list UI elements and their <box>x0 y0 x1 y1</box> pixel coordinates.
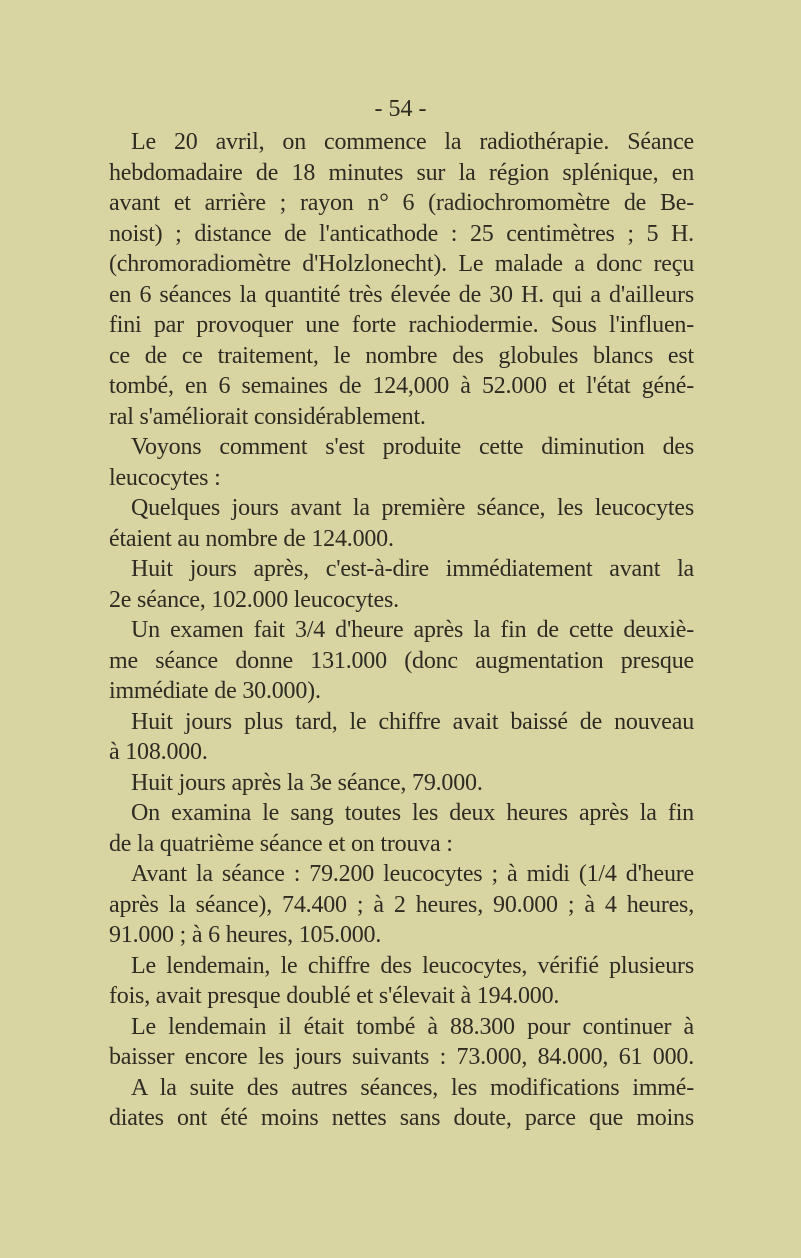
text-line: fois, avait presque doublé et s'élevait à 194.000. <box>109 983 560 1009</box>
text-line: à 108.000. <box>109 739 208 765</box>
text-line: Huit jours après, c'est-à-dire immédiatement avant la <box>131 556 694 582</box>
text-line: 91.000 ; à 6 heures, 105.000. <box>109 922 382 948</box>
text-line: Le lendemain, le chiffre des leucocytes, vérifié plusieurs <box>131 952 694 979</box>
text-line: diates ont été moins nettes sans doute, parce que moins <box>109 1105 694 1131</box>
text-line: Huit jours après la 3e séance, 79.000. <box>131 769 483 796</box>
text-line: me séance donne 131.000 (donc augmentation presque <box>109 647 694 674</box>
text-line: baisser encore les jours suivants : 73.000, 84.000, 61 000. <box>109 1044 694 1070</box>
text-line: Le lendemain il était tombé à 88.300 pour continuer à <box>131 1013 694 1040</box>
text-line: immédiate de 30.000). <box>109 678 321 704</box>
body-text <box>109 127 694 1134</box>
text-line: Le 20 avril, on commence la radiothérapie. Séance <box>131 129 694 155</box>
text-line: Un examen fait 3/4 d'heure après la fin de cette deuxiè- <box>131 617 694 643</box>
text-line: leucocytes : <box>109 464 221 491</box>
text-line: noist) ; distance de l'anticathode : 25 centimètres ; 5 H. <box>109 220 694 247</box>
text-line: après la séance), 74.400 ; à 2 heures, 90.000 ; à 4 heures, <box>109 891 694 918</box>
text-line: ral s'améliorait considérablement. <box>109 403 426 430</box>
text-line: Quelques jours avant la première séance, les leucocytes <box>131 495 694 521</box>
text-line: tombé, en 6 semaines de 124,000 à 52.000 et l'état géné- <box>109 373 694 399</box>
text-line: de la quatrième séance et on trouva : <box>109 830 453 857</box>
text-line: Huit jours plus tard, le chiffre avait baissé de nouveau <box>131 708 694 735</box>
text-line: On examina le sang toutes les deux heures après la fin <box>131 800 694 826</box>
text-line: hebdomadaire de 18 minutes sur la région splénique, en <box>109 159 694 186</box>
text-line: avant et arrière ; rayon n° 6 (radiochromomètre de Be- <box>109 190 694 216</box>
text-line: étaient au nombre de 124.000. <box>109 525 394 552</box>
text-line: en 6 séances la quantité très élevée de 30 H. qui a d'ailleurs <box>109 281 694 308</box>
text-line: Voyons comment s'est produite cette diminution des <box>131 434 694 460</box>
text-line: fini par provoquer une forte rachiodermie. Sous l'influen- <box>109 312 694 338</box>
text-line: (chromoradiomètre d'Holzlonecht). Le malade a donc reçu <box>109 251 694 277</box>
text-line: ce de ce traitement, le nombre des globules blancs est <box>109 342 694 369</box>
text-line: A la suite des autres séances, les modifications immé- <box>131 1074 694 1101</box>
text-line: Avant la séance : 79.200 leucocytes ; à midi (1/4 d'heure <box>131 861 694 887</box>
page-number: - 54 - <box>374 96 427 122</box>
text-line: 2e séance, 102.000 leucocytes. <box>109 586 399 613</box>
